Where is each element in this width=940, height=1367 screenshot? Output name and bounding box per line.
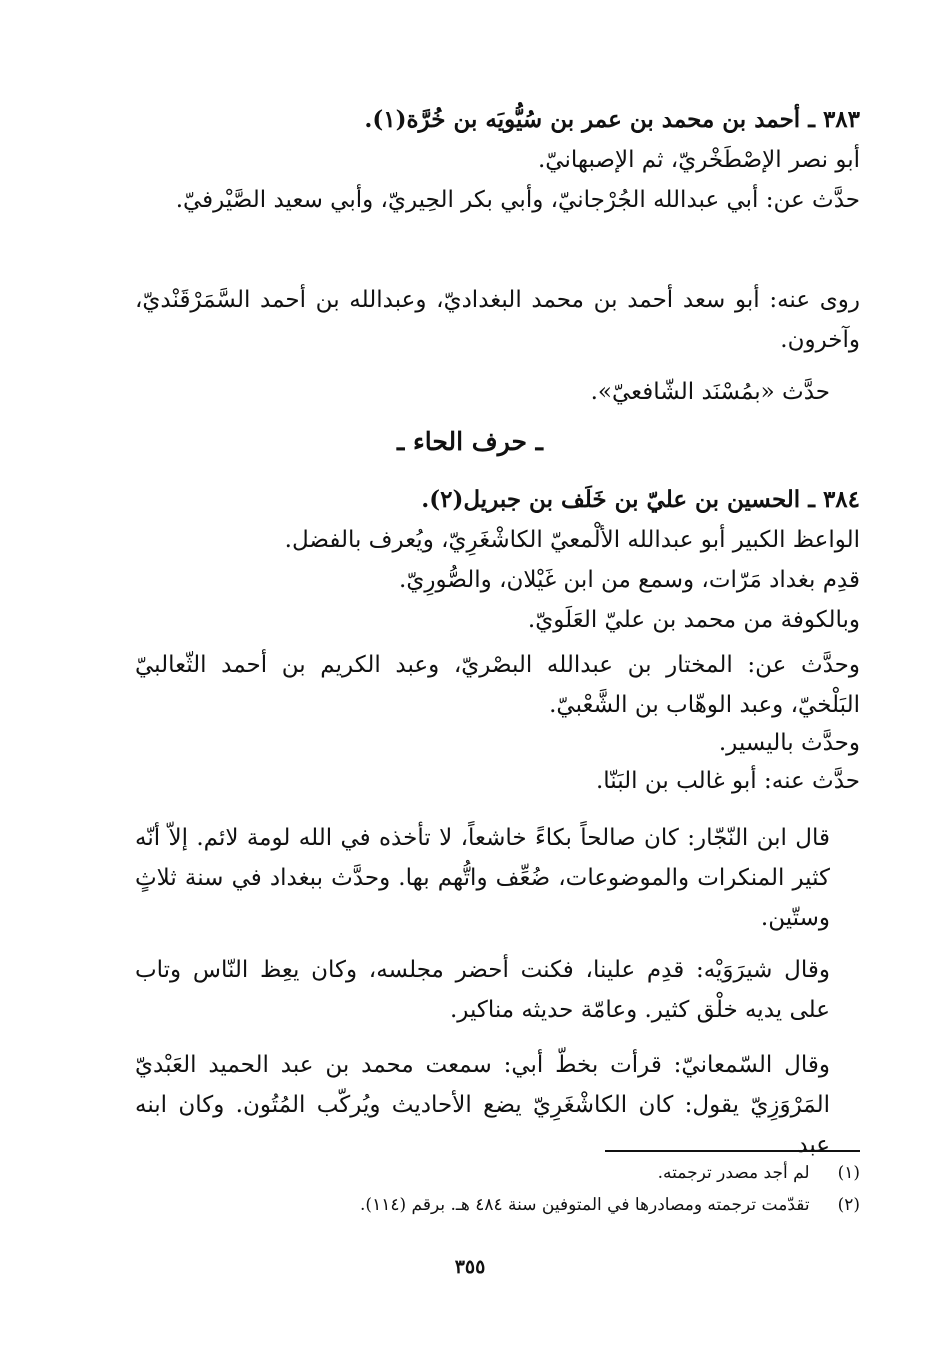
entry-384-title: ٣٨٤ ـ الحسين بن عليّ بن خَلَف بن جبريل(٢). bbox=[421, 486, 860, 513]
entry-383-narrated-by: روى عنه: أبو سعد أحمد بن محمد البغداديّ، وعبدالله بن أحمد السَّمَرْقَنْديّ، وآخرون. bbox=[135, 287, 860, 353]
footnote-1-number: (١) bbox=[837, 1163, 860, 1183]
entry-383-title: ٣٨٣ ـ أحمد بن محمد بن عمر بن سُيُّويَه بن خُرَّة(١). bbox=[364, 106, 860, 133]
footnote-2 bbox=[135, 1190, 860, 1220]
entry-384-line-2: قدِم بغداد مَرّات، وسمع من ابن غَيْلان، والصُّورِيّ. bbox=[399, 567, 860, 593]
entry-383-heard-from: حدَّث عن: أبي عبدالله الجُرْجانيّ، وأبي بكر الحِيريّ، وأبي سعيد الصَّيْرفيّ. bbox=[175, 187, 860, 213]
entry-384-paragraph-2: وقال شيرَوَيْه: قدِم علينا، فكنت أحضر مجلسه، وكان يعِظ النّاس وتاب على يديه خلْق كثير. وعامّة حديثه مناكير. bbox=[135, 957, 830, 1023]
footnote-1-text: لم أجد مصدر ترجمته. bbox=[657, 1163, 810, 1183]
entry-384-line-5: حدَّث عنه: أبو غالب بن البَنّا. bbox=[595, 768, 860, 794]
entry-384-line-4: وحدَّث باليسير. bbox=[718, 730, 860, 756]
footnote-1 bbox=[135, 1158, 860, 1188]
entry-384-line-1: الواعظ الكبير أبو عبدالله الألْمعيّ الكاشْغَرِيّ، ويُعرف بالفضل. bbox=[284, 527, 860, 553]
entry-383-narrated-book: حدَّث «بمُسْنَد الشّافعيّ». bbox=[590, 379, 830, 405]
footnote-2-text: تقدّمت ترجمته ومصادرها في المتوفين سنة ٤٨٤ هـ. برقم (١١٤). bbox=[360, 1195, 810, 1215]
entry-384-paragraph-1: قال ابن النّجّار: كان صالحاً بكاءً خاشعاً، لا تأخذه في الله لومة لائم. إلاّ أنّه كثير المنكرات والموضوعات، ضُعِّف واتُّهم بها. وحدَّث ببغداد في سنة ثلاثٍ وستّين. bbox=[135, 825, 831, 931]
entry-384-heard-from: وحدَّث عن: المختار بن عبدالله البصْريّ، وعبد الكريم بن أحمد الثّعالبيّ البَلْخيّ، وعبد الوهّاب بن الشَّعْبيّ. bbox=[135, 652, 860, 718]
entry-384-line-3: وبالكوفة من محمد بن عليّ العَلَويّ. bbox=[527, 607, 860, 633]
section-heading: ـ حرف الحاء ـ bbox=[397, 427, 543, 456]
footnote-separator bbox=[605, 1150, 860, 1152]
footnote-2-number: (٢) bbox=[837, 1195, 860, 1215]
entry-383-nisba: أبو نصر الإصْطَخْريّ، ثم الإصبهانيّ. bbox=[538, 147, 860, 173]
entry-384-paragraph-3: وقال السّمعانيّ: قرأت بخطّ أبي: سمعت محمد بن عبد الحميد العَبْديّ المَرْوَزِيّ يقول: كان الكاشْغَرِيّ يضع الأحاديث ويُركّب المُتُون. وكان ابنه عبد bbox=[135, 1052, 830, 1158]
page-number: ٣٥٥ bbox=[454, 1256, 486, 1278]
